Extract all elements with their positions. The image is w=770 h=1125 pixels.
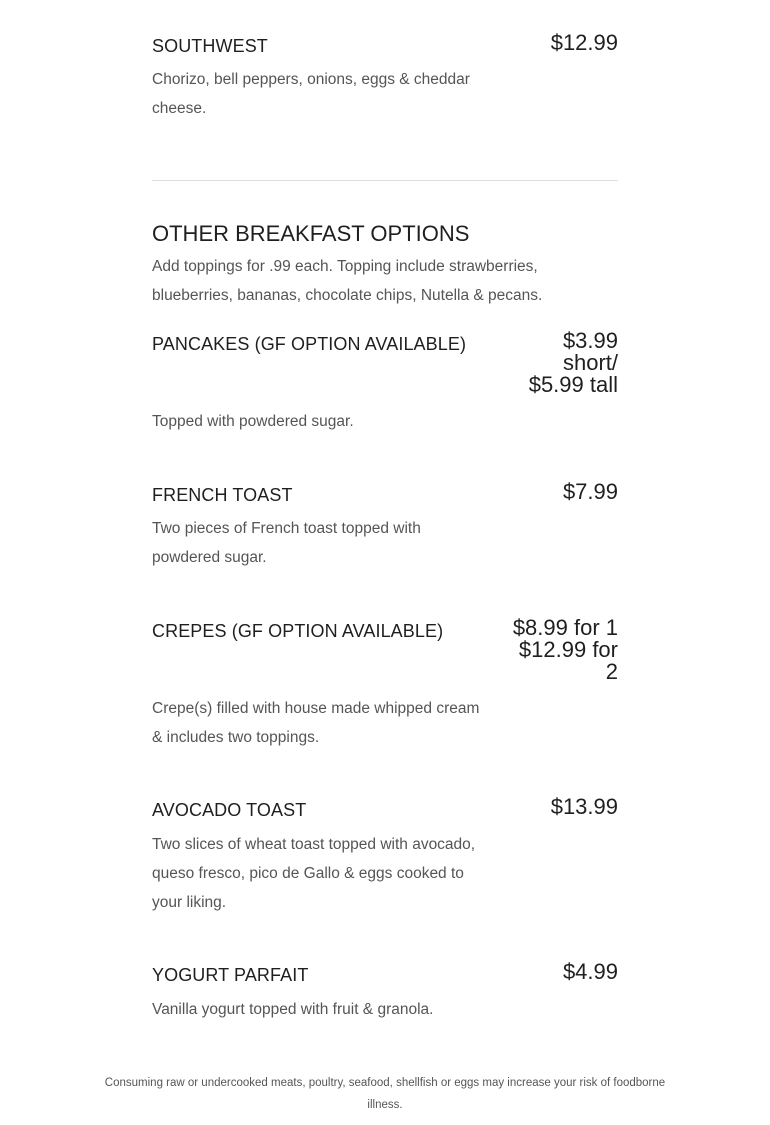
item-description: Two pieces of French toast topped with powdered sugar. — [152, 520, 421, 566]
item-price-line: $4.99 — [562, 959, 618, 984]
item-price-line: $12.99 — [550, 30, 618, 55]
item-name: AVOCADO TOAST — [152, 800, 307, 820]
item-description: Topped with powdered sugar. — [152, 413, 354, 430]
item-description: Chorizo, bell peppers, onions, eggs & cheddar cheese. — [152, 71, 470, 117]
section-title: OTHER BREAKFAST OPTIONS — [152, 221, 470, 246]
item-price — [551, 32, 618, 54]
item-price — [563, 961, 618, 983]
item-price-line: $13.99 — [550, 794, 618, 819]
item-price-line: $8.99 for 1 — [512, 615, 618, 640]
section-divider — [152, 180, 618, 181]
item-name: FRENCH TOAST — [152, 485, 293, 505]
item-price-line: short/ — [562, 350, 618, 375]
item-description: Two slices of wheat toast topped with avocado, queso fresco, pico de Gallo & eggs cooked to your liking. — [152, 836, 476, 911]
item-price — [551, 796, 618, 818]
item-price — [513, 617, 618, 683]
item-name: PANCAKES (GF OPTION AVAILABLE) — [152, 334, 467, 354]
item-name: SOUTHWEST — [152, 36, 268, 56]
item-description: Crepe(s) filled with house made whipped cream & includes two toppings. — [152, 700, 480, 746]
item-price-line: 2 — [605, 659, 618, 684]
item-price — [563, 481, 618, 503]
item-price — [529, 330, 618, 396]
section-description: Add toppings for .99 each. Topping include strawberries, blueberries, bananas, chocolate chips, Nutella & pecans. — [152, 258, 543, 304]
item-price-line: $3.99 — [562, 328, 618, 353]
item-price-line: $7.99 — [562, 479, 618, 504]
item-price-line: $12.99 for — [518, 637, 618, 662]
foodborne-illness-disclaimer: Consuming raw or undercooked meats, poultry, seafood, shellfish or eggs may increase your risk of foodborne illness. — [104, 1077, 666, 1111]
item-name: CREPES (GF OPTION AVAILABLE) — [152, 621, 444, 641]
item-description: Vanilla yogurt topped with fruit & granola. — [152, 1001, 434, 1018]
item-name: YOGURT PARFAIT — [152, 965, 309, 985]
item-price-line: $5.99 tall — [528, 372, 618, 397]
